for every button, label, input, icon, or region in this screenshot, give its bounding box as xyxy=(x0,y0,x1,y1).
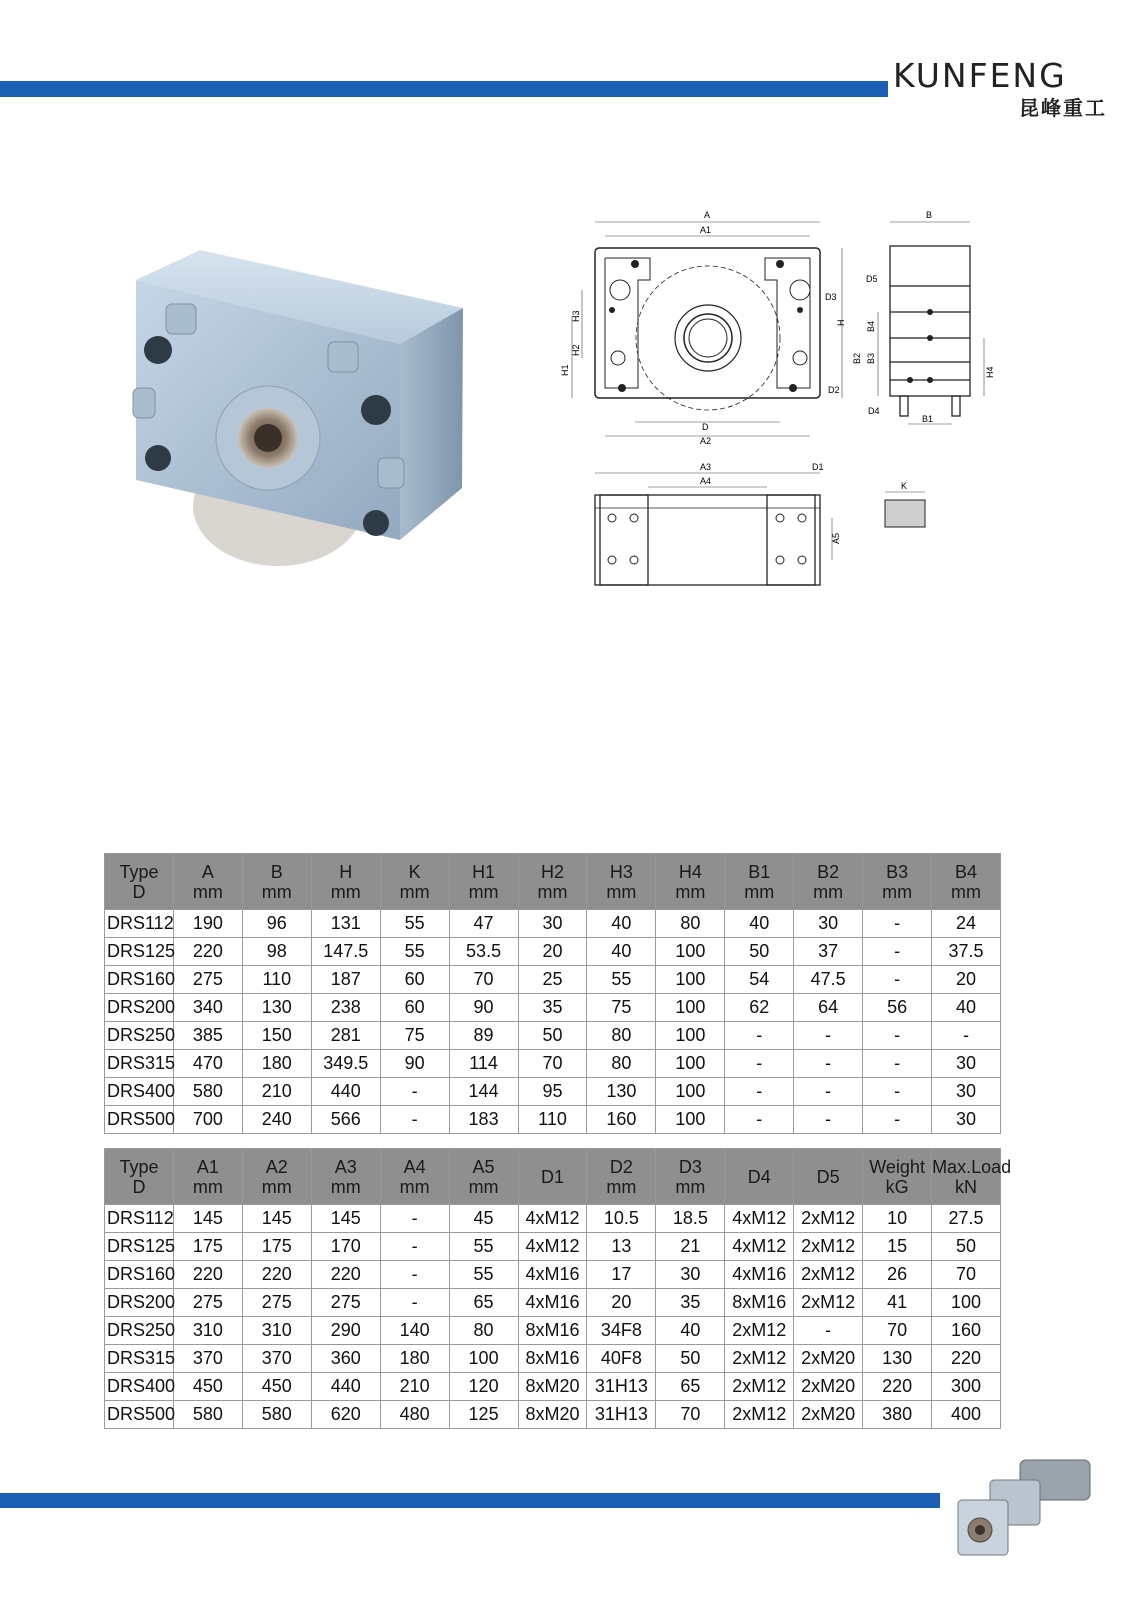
value-cell: 80 xyxy=(587,1050,656,1078)
value-cell: 50 xyxy=(932,1233,1001,1261)
value-cell: 54 xyxy=(725,966,794,994)
value-cell: 65 xyxy=(656,1373,725,1401)
value-cell: 370 xyxy=(242,1345,311,1373)
value-cell: 131 xyxy=(311,910,380,938)
column-header: A4 mm xyxy=(380,1149,449,1205)
value-cell: 220 xyxy=(242,1261,311,1289)
value-cell: 56 xyxy=(863,994,932,1022)
value-cell: 300 xyxy=(932,1373,1001,1401)
value-cell: 40 xyxy=(587,910,656,938)
table-row xyxy=(105,1022,1001,1050)
value-cell: 100 xyxy=(656,1022,725,1050)
value-cell: 2xM20 xyxy=(794,1373,863,1401)
value-cell: 31H13 xyxy=(587,1401,656,1429)
value-cell: 55 xyxy=(587,966,656,994)
value-cell: 170 xyxy=(311,1233,380,1261)
value-cell: 180 xyxy=(380,1345,449,1373)
value-cell: - xyxy=(863,1022,932,1050)
value-cell: 580 xyxy=(173,1401,242,1429)
value-cell: 340 xyxy=(173,994,242,1022)
value-cell: 4xM12 xyxy=(518,1233,587,1261)
value-cell: 275 xyxy=(173,966,242,994)
value-cell: 24 xyxy=(932,910,1001,938)
value-cell: 100 xyxy=(449,1345,518,1373)
value-cell: 15 xyxy=(863,1233,932,1261)
dim-A5: A5 xyxy=(831,532,841,544)
value-cell: 440 xyxy=(311,1373,380,1401)
value-cell: 8xM16 xyxy=(518,1345,587,1373)
value-cell: 4xM16 xyxy=(518,1261,587,1289)
value-cell: 175 xyxy=(242,1233,311,1261)
value-cell: 210 xyxy=(380,1373,449,1401)
value-cell: 2xM20 xyxy=(794,1401,863,1429)
type-cell: DRS112 xyxy=(105,1205,174,1233)
value-cell: 183 xyxy=(449,1106,518,1134)
dim-A2: A2 xyxy=(700,436,712,446)
value-cell: 180 xyxy=(242,1050,311,1078)
value-cell: 75 xyxy=(380,1022,449,1050)
dim-H2: H2 xyxy=(571,344,581,356)
value-cell: - xyxy=(380,1233,449,1261)
column-header: B1 mm xyxy=(725,854,794,910)
value-cell: 47.5 xyxy=(794,966,863,994)
value-cell: 100 xyxy=(656,938,725,966)
value-cell: 2xM12 xyxy=(725,1373,794,1401)
table-row xyxy=(105,910,1001,938)
type-cell: DRS315 xyxy=(105,1050,174,1078)
value-cell: 110 xyxy=(242,966,311,994)
column-header: A5 mm xyxy=(449,1149,518,1205)
value-cell: 80 xyxy=(449,1317,518,1345)
value-cell: 275 xyxy=(242,1289,311,1317)
value-cell: - xyxy=(863,1050,932,1078)
value-cell: 220 xyxy=(863,1373,932,1401)
column-header: A mm xyxy=(173,854,242,910)
table-row xyxy=(105,1050,1001,1078)
value-cell: 98 xyxy=(242,938,311,966)
value-cell: 41 xyxy=(863,1289,932,1317)
value-cell: 238 xyxy=(311,994,380,1022)
value-cell: 290 xyxy=(311,1317,380,1345)
value-cell: 145 xyxy=(173,1205,242,1233)
value-cell: - xyxy=(863,938,932,966)
value-cell: 147.5 xyxy=(311,938,380,966)
dimensions-table-2 xyxy=(104,1148,1012,1429)
value-cell: 30 xyxy=(794,910,863,938)
column-header: H1 mm xyxy=(449,854,518,910)
column-header: H3 mm xyxy=(587,854,656,910)
value-cell: 160 xyxy=(587,1106,656,1134)
brand-subtitle: 昆峰重工 xyxy=(1019,98,1107,120)
value-cell: - xyxy=(863,1106,932,1134)
value-cell: 35 xyxy=(656,1289,725,1317)
column-header: H2 mm xyxy=(518,854,587,910)
value-cell: 110 xyxy=(518,1106,587,1134)
column-header: Type D xyxy=(105,1149,174,1205)
value-cell: - xyxy=(380,1289,449,1317)
table-row xyxy=(105,1289,1001,1317)
value-cell: 2xM12 xyxy=(725,1317,794,1345)
value-cell: 75 xyxy=(587,994,656,1022)
value-cell: - xyxy=(863,910,932,938)
dim-D3: D3 xyxy=(825,292,837,302)
value-cell: - xyxy=(380,1205,449,1233)
column-header: H4 mm xyxy=(656,854,725,910)
dim-A: A xyxy=(704,210,711,220)
value-cell: - xyxy=(794,1317,863,1345)
column-header: D2 mm xyxy=(587,1149,656,1205)
value-cell: 8xM16 xyxy=(518,1317,587,1345)
value-cell: 160 xyxy=(932,1317,1001,1345)
dimension-drawing xyxy=(560,210,1020,600)
value-cell: 80 xyxy=(587,1022,656,1050)
value-cell: 30 xyxy=(656,1261,725,1289)
value-cell: 70 xyxy=(449,966,518,994)
value-cell: 130 xyxy=(242,994,311,1022)
type-cell: DRS315 xyxy=(105,1345,174,1373)
value-cell: 450 xyxy=(242,1373,311,1401)
column-header: Weight kG xyxy=(863,1149,932,1205)
type-cell: DRS250 xyxy=(105,1022,174,1050)
value-cell: 370 xyxy=(173,1345,242,1373)
value-cell: 100 xyxy=(656,1050,725,1078)
value-cell: 310 xyxy=(242,1317,311,1345)
brand-name: KUNFENG xyxy=(893,56,1067,95)
value-cell: 10.5 xyxy=(587,1205,656,1233)
value-cell: 450 xyxy=(173,1373,242,1401)
value-cell: 8xM16 xyxy=(725,1289,794,1317)
value-cell: 40 xyxy=(587,938,656,966)
wheel-block-photo xyxy=(128,248,478,578)
value-cell: 30 xyxy=(932,1106,1001,1134)
dim-H3: H3 xyxy=(571,310,581,322)
value-cell: 100 xyxy=(656,1106,725,1134)
column-header: Type D xyxy=(105,854,174,910)
value-cell: 70 xyxy=(932,1261,1001,1289)
dim-D5: D5 xyxy=(866,274,878,284)
value-cell: 55 xyxy=(449,1261,518,1289)
value-cell: 440 xyxy=(311,1078,380,1106)
value-cell: 50 xyxy=(725,938,794,966)
column-header: B4 mm xyxy=(932,854,1001,910)
value-cell: 4xM12 xyxy=(725,1205,794,1233)
value-cell: 620 xyxy=(311,1401,380,1429)
value-cell: 566 xyxy=(311,1106,380,1134)
value-cell: 2xM12 xyxy=(725,1401,794,1429)
table-row xyxy=(105,1345,1001,1373)
dim-D2: D2 xyxy=(828,385,840,395)
value-cell: 2xM20 xyxy=(794,1345,863,1373)
value-cell: 20 xyxy=(932,966,1001,994)
value-cell: 25 xyxy=(518,966,587,994)
dim-K: K xyxy=(901,481,908,491)
dim-B4: B4 xyxy=(866,320,876,332)
value-cell: 400 xyxy=(932,1401,1001,1429)
value-cell: 45 xyxy=(449,1205,518,1233)
table-row xyxy=(105,994,1001,1022)
value-cell: 4xM16 xyxy=(725,1261,794,1289)
value-cell: 175 xyxy=(173,1233,242,1261)
value-cell: 89 xyxy=(449,1022,518,1050)
value-cell: 700 xyxy=(173,1106,242,1134)
value-cell: 275 xyxy=(173,1289,242,1317)
value-cell: 90 xyxy=(449,994,518,1022)
column-header: D1 xyxy=(518,1149,587,1205)
value-cell: 275 xyxy=(311,1289,380,1317)
value-cell: 31H13 xyxy=(587,1373,656,1401)
type-cell: DRS160 xyxy=(105,1261,174,1289)
column-header: Max.Load kN xyxy=(932,1149,1001,1205)
type-cell: DRS400 xyxy=(105,1078,174,1106)
value-cell: 349.5 xyxy=(311,1050,380,1078)
table-row xyxy=(105,1078,1001,1106)
value-cell: 220 xyxy=(311,1261,380,1289)
table-row xyxy=(105,1106,1001,1134)
value-cell: 21 xyxy=(656,1233,725,1261)
value-cell: 220 xyxy=(932,1345,1001,1373)
value-cell: 100 xyxy=(932,1289,1001,1317)
value-cell: 40 xyxy=(725,910,794,938)
value-cell: 130 xyxy=(587,1078,656,1106)
dim-B: B xyxy=(926,210,933,220)
table-row xyxy=(105,1205,1001,1233)
value-cell: - xyxy=(725,1106,794,1134)
dim-H4: H4 xyxy=(985,366,995,378)
dim-H1: H1 xyxy=(560,364,570,376)
value-cell: 60 xyxy=(380,994,449,1022)
value-cell: 4xM16 xyxy=(518,1289,587,1317)
column-header: B mm xyxy=(242,854,311,910)
value-cell: 80 xyxy=(656,910,725,938)
value-cell: 310 xyxy=(173,1317,242,1345)
value-cell: - xyxy=(932,1022,1001,1050)
value-cell: 27.5 xyxy=(932,1205,1001,1233)
value-cell: 64 xyxy=(794,994,863,1022)
dim-H: H xyxy=(836,319,846,326)
type-cell: DRS125 xyxy=(105,1233,174,1261)
value-cell: 18.5 xyxy=(656,1205,725,1233)
value-cell: 53.5 xyxy=(449,938,518,966)
value-cell: 26 xyxy=(863,1261,932,1289)
value-cell: 70 xyxy=(656,1401,725,1429)
value-cell: 470 xyxy=(173,1050,242,1078)
value-cell: 10 xyxy=(863,1205,932,1233)
value-cell: 90 xyxy=(380,1050,449,1078)
column-header: D5 xyxy=(794,1149,863,1205)
value-cell: - xyxy=(725,1078,794,1106)
value-cell: 144 xyxy=(449,1078,518,1106)
value-cell: 2xM12 xyxy=(794,1205,863,1233)
value-cell: 140 xyxy=(380,1317,449,1345)
type-cell: DRS500 xyxy=(105,1106,174,1134)
value-cell: 8xM20 xyxy=(518,1401,587,1429)
value-cell: 50 xyxy=(656,1345,725,1373)
value-cell: - xyxy=(380,1106,449,1134)
table-row xyxy=(105,1317,1001,1345)
value-cell: 50 xyxy=(518,1022,587,1050)
value-cell: 40F8 xyxy=(587,1345,656,1373)
header-accent-bar xyxy=(0,81,888,97)
value-cell: 95 xyxy=(518,1078,587,1106)
value-cell: 20 xyxy=(518,938,587,966)
value-cell: 210 xyxy=(242,1078,311,1106)
table-row xyxy=(105,1373,1001,1401)
value-cell: 34F8 xyxy=(587,1317,656,1345)
value-cell: - xyxy=(794,1050,863,1078)
column-header: A2 mm xyxy=(242,1149,311,1205)
value-cell: 4xM12 xyxy=(518,1205,587,1233)
gear-motor-thumbnail xyxy=(950,1440,1100,1565)
value-cell: - xyxy=(725,1050,794,1078)
value-cell: 30 xyxy=(932,1078,1001,1106)
type-cell: DRS200 xyxy=(105,994,174,1022)
dim-B2: B2 xyxy=(852,352,862,364)
type-cell: DRS250 xyxy=(105,1317,174,1345)
column-header: H mm xyxy=(311,854,380,910)
table-row xyxy=(105,1233,1001,1261)
column-header: K mm xyxy=(380,854,449,910)
value-cell: 2xM12 xyxy=(794,1233,863,1261)
value-cell: 30 xyxy=(518,910,587,938)
value-cell: 187 xyxy=(311,966,380,994)
value-cell: 220 xyxy=(173,938,242,966)
column-header: A3 mm xyxy=(311,1149,380,1205)
type-cell: DRS400 xyxy=(105,1373,174,1401)
table-row xyxy=(105,1401,1001,1429)
value-cell: - xyxy=(725,1022,794,1050)
value-cell: 35 xyxy=(518,994,587,1022)
dim-A3: A3 xyxy=(700,462,712,472)
type-cell: DRS112 xyxy=(105,910,174,938)
value-cell: - xyxy=(863,1078,932,1106)
value-cell: 100 xyxy=(656,966,725,994)
dim-D: D xyxy=(702,422,709,432)
value-cell: 70 xyxy=(518,1050,587,1078)
value-cell: - xyxy=(380,1078,449,1106)
value-cell: - xyxy=(794,1022,863,1050)
value-cell: 145 xyxy=(242,1205,311,1233)
value-cell: 55 xyxy=(449,1233,518,1261)
value-cell: 220 xyxy=(173,1261,242,1289)
dim-B3: B3 xyxy=(866,352,876,364)
value-cell: 37.5 xyxy=(932,938,1001,966)
value-cell: 40 xyxy=(932,994,1001,1022)
value-cell: - xyxy=(794,1106,863,1134)
value-cell: 2xM12 xyxy=(794,1261,863,1289)
value-cell: 580 xyxy=(242,1401,311,1429)
value-cell: 65 xyxy=(449,1289,518,1317)
value-cell: 47 xyxy=(449,910,518,938)
type-cell: DRS125 xyxy=(105,938,174,966)
table-row xyxy=(105,966,1001,994)
value-cell: 281 xyxy=(311,1022,380,1050)
dim-D4: D4 xyxy=(868,406,880,416)
value-cell: 190 xyxy=(173,910,242,938)
value-cell: - xyxy=(863,966,932,994)
value-cell: 8xM20 xyxy=(518,1373,587,1401)
value-cell: 480 xyxy=(380,1401,449,1429)
dim-A4: A4 xyxy=(700,476,712,486)
value-cell: 37 xyxy=(794,938,863,966)
value-cell: 114 xyxy=(449,1050,518,1078)
value-cell: 385 xyxy=(173,1022,242,1050)
value-cell: 13 xyxy=(587,1233,656,1261)
column-header: D3 mm xyxy=(656,1149,725,1205)
value-cell: 70 xyxy=(863,1317,932,1345)
value-cell: 145 xyxy=(311,1205,380,1233)
value-cell: 62 xyxy=(725,994,794,1022)
value-cell: 120 xyxy=(449,1373,518,1401)
dim-D1: D1 xyxy=(812,462,824,472)
value-cell: 17 xyxy=(587,1261,656,1289)
value-cell: 4xM12 xyxy=(725,1233,794,1261)
value-cell: 380 xyxy=(863,1401,932,1429)
value-cell: 580 xyxy=(173,1078,242,1106)
value-cell: 100 xyxy=(656,994,725,1022)
value-cell: 240 xyxy=(242,1106,311,1134)
value-cell: 40 xyxy=(656,1317,725,1345)
value-cell: 2xM12 xyxy=(725,1345,794,1373)
value-cell: - xyxy=(380,1261,449,1289)
type-cell: DRS500 xyxy=(105,1401,174,1429)
footer-accent-bar xyxy=(0,1493,940,1508)
value-cell: 125 xyxy=(449,1401,518,1429)
value-cell: 55 xyxy=(380,910,449,938)
type-cell: DRS160 xyxy=(105,966,174,994)
value-cell: 60 xyxy=(380,966,449,994)
column-header: B3 mm xyxy=(863,854,932,910)
brand-logo xyxy=(893,56,1113,122)
value-cell: 20 xyxy=(587,1289,656,1317)
table-row xyxy=(105,938,1001,966)
value-cell: 2xM12 xyxy=(794,1289,863,1317)
value-cell: 360 xyxy=(311,1345,380,1373)
column-header: D4 xyxy=(725,1149,794,1205)
column-header: B2 mm xyxy=(794,854,863,910)
value-cell: 100 xyxy=(656,1078,725,1106)
value-cell: - xyxy=(794,1078,863,1106)
value-cell: 30 xyxy=(932,1050,1001,1078)
column-header: A1 mm xyxy=(173,1149,242,1205)
table-row xyxy=(105,1261,1001,1289)
dimensions-table-1 xyxy=(104,853,1001,1134)
dim-B1: B1 xyxy=(922,414,934,424)
type-cell: DRS200 xyxy=(105,1289,174,1317)
value-cell: 55 xyxy=(380,938,449,966)
dim-A1: A1 xyxy=(700,225,712,235)
value-cell: 96 xyxy=(242,910,311,938)
value-cell: 150 xyxy=(242,1022,311,1050)
value-cell: 130 xyxy=(863,1345,932,1373)
